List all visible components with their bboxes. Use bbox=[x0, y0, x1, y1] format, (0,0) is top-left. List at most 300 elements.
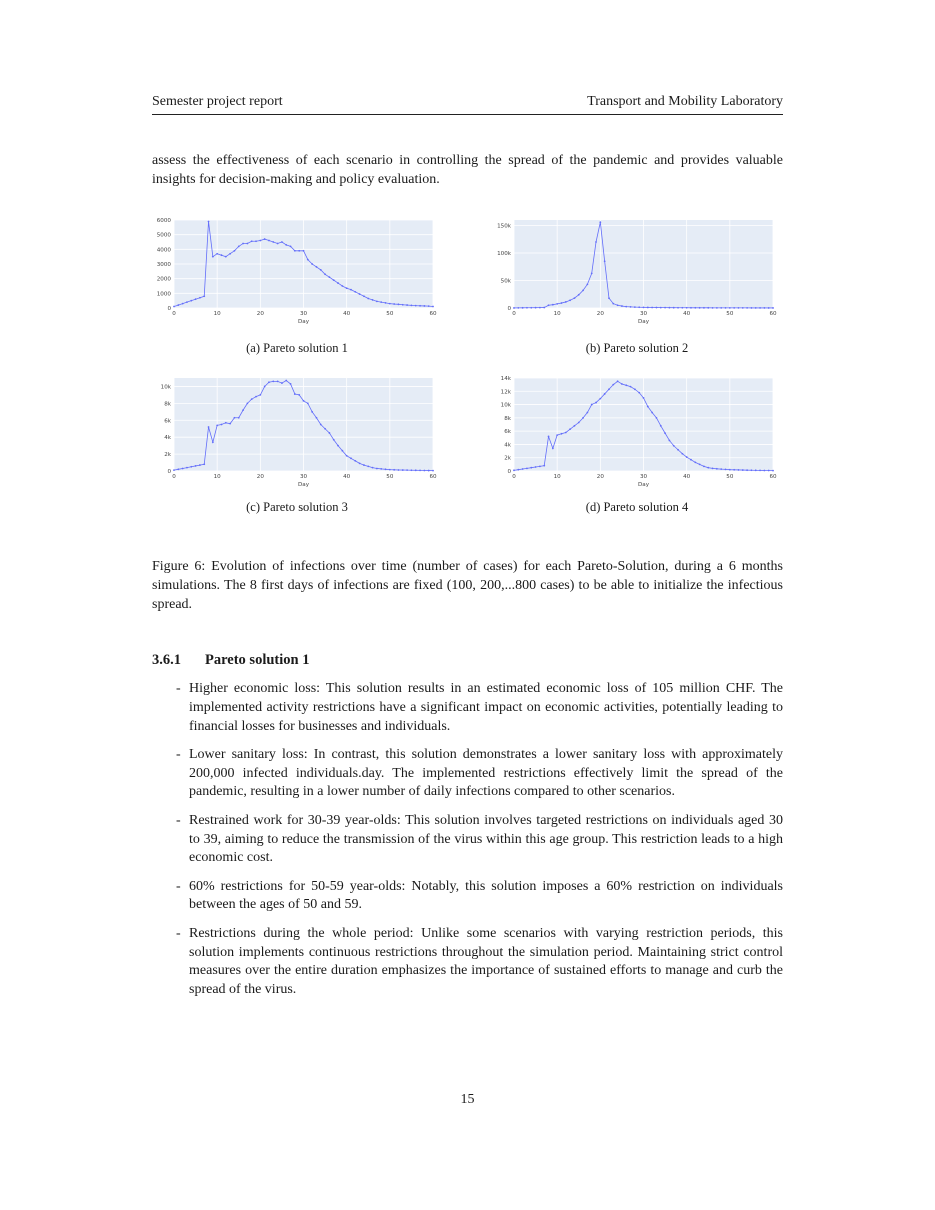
data-point bbox=[604, 260, 606, 262]
data-point bbox=[354, 291, 356, 293]
data-point bbox=[621, 383, 623, 385]
data-point bbox=[242, 409, 244, 411]
x-tick-label: 0 bbox=[512, 474, 516, 480]
data-point bbox=[298, 394, 300, 396]
data-point bbox=[402, 304, 404, 306]
data-point bbox=[530, 467, 532, 469]
data-point bbox=[316, 266, 318, 268]
data-point bbox=[354, 460, 356, 462]
x-tick-label: 0 bbox=[172, 474, 176, 480]
data-point bbox=[729, 307, 731, 309]
data-point bbox=[238, 417, 240, 419]
data-point bbox=[569, 428, 571, 430]
y-tick-label: 6000 bbox=[156, 218, 171, 224]
x-tick-label: 40 bbox=[683, 474, 691, 480]
list-item bbox=[176, 878, 783, 916]
data-point bbox=[341, 450, 343, 452]
data-point bbox=[530, 307, 532, 309]
data-point bbox=[599, 398, 601, 400]
data-point bbox=[513, 469, 515, 471]
data-point bbox=[746, 307, 748, 309]
data-point bbox=[733, 469, 735, 471]
data-point bbox=[578, 422, 580, 424]
y-tick-label: 8k bbox=[504, 415, 511, 422]
data-point bbox=[385, 468, 387, 470]
list-item bbox=[176, 812, 783, 868]
data-point bbox=[763, 470, 765, 472]
list-item bbox=[176, 746, 783, 802]
data-point bbox=[432, 470, 434, 472]
data-point bbox=[238, 246, 240, 248]
data-point bbox=[272, 241, 274, 243]
data-point bbox=[651, 307, 653, 309]
y-tick-label: 3000 bbox=[156, 262, 171, 268]
data-point bbox=[423, 305, 425, 307]
data-point bbox=[294, 393, 296, 395]
y-tick-label: 4k bbox=[164, 435, 171, 442]
data-point bbox=[582, 290, 584, 292]
x-tick-label: 10 bbox=[553, 311, 561, 317]
data-point bbox=[290, 246, 292, 248]
chart-pareto-3 bbox=[152, 372, 441, 493]
y-tick-label: 8k bbox=[164, 401, 171, 408]
intro-paragraph: assess the effectiveness of each scenario in controlling the spread of the pandemic and provides valuable insights for decision-making and policy evaluation. bbox=[152, 153, 783, 187]
data-point bbox=[548, 304, 550, 306]
data-point bbox=[664, 432, 666, 434]
data-point bbox=[677, 307, 679, 309]
data-point bbox=[255, 396, 257, 398]
x-tick-label: 30 bbox=[299, 311, 308, 317]
data-point bbox=[643, 306, 645, 308]
data-point bbox=[229, 423, 231, 425]
data-point bbox=[199, 464, 201, 466]
data-point bbox=[173, 306, 175, 308]
data-point bbox=[681, 453, 683, 455]
data-point bbox=[569, 299, 571, 301]
data-point bbox=[677, 449, 679, 451]
data-point bbox=[647, 406, 649, 408]
data-point bbox=[751, 469, 753, 471]
bullet-text: 60% restrictions for 50-59 year-olds: Notably, this solution imposes a 60% restriction on individuals between the ages of 50 and 59. bbox=[189, 878, 783, 913]
y-tick-label: 0 bbox=[507, 469, 511, 475]
data-point bbox=[367, 465, 369, 467]
data-point bbox=[712, 467, 714, 469]
data-point bbox=[411, 304, 413, 306]
data-point bbox=[772, 307, 774, 309]
data-point bbox=[195, 465, 197, 467]
data-point bbox=[673, 307, 675, 309]
bullet-dash: - bbox=[176, 746, 181, 762]
data-point bbox=[630, 386, 632, 388]
data-point bbox=[173, 469, 175, 471]
header-rule bbox=[152, 114, 783, 115]
data-point bbox=[346, 455, 348, 457]
data-point bbox=[246, 402, 248, 404]
data-point bbox=[285, 244, 287, 246]
data-point bbox=[763, 307, 765, 309]
x-tick-label: 60 bbox=[769, 474, 777, 480]
data-point bbox=[638, 392, 640, 394]
chart-svg-1 bbox=[152, 214, 441, 330]
data-point bbox=[290, 383, 292, 385]
data-point bbox=[707, 307, 709, 309]
data-point bbox=[690, 459, 692, 461]
data-point bbox=[221, 254, 223, 256]
data-point bbox=[225, 256, 227, 258]
page-number: 15 bbox=[460, 1092, 475, 1107]
data-point bbox=[182, 468, 184, 470]
data-point bbox=[329, 432, 331, 434]
data-point bbox=[651, 412, 653, 414]
data-point bbox=[712, 307, 714, 309]
data-point bbox=[591, 404, 593, 406]
chart-pareto-4 bbox=[492, 372, 781, 493]
chart-svg-2 bbox=[492, 214, 781, 330]
data-point bbox=[720, 307, 722, 309]
data-point bbox=[669, 307, 671, 309]
x-tick-label: 0 bbox=[512, 311, 516, 317]
x-tick-label: 10 bbox=[213, 311, 221, 317]
y-tick-label: 4000 bbox=[156, 247, 171, 254]
data-point bbox=[423, 470, 425, 472]
data-point bbox=[428, 470, 430, 472]
x-tick-label: 60 bbox=[429, 311, 437, 317]
x-tick-label: 40 bbox=[683, 311, 691, 317]
data-point bbox=[212, 441, 214, 443]
data-point bbox=[552, 448, 554, 450]
data-point bbox=[699, 463, 701, 465]
chart-pareto-1 bbox=[152, 214, 441, 330]
bullet-dash: - bbox=[176, 812, 181, 828]
bullet-dash: - bbox=[176, 878, 181, 894]
data-point bbox=[272, 380, 274, 382]
data-point bbox=[264, 238, 266, 240]
data-point bbox=[234, 417, 236, 419]
data-point bbox=[720, 468, 722, 470]
data-point bbox=[586, 412, 588, 414]
data-point bbox=[389, 303, 391, 305]
list-item bbox=[176, 680, 783, 736]
data-point bbox=[608, 297, 610, 299]
data-point bbox=[660, 425, 662, 427]
data-point bbox=[359, 462, 361, 464]
data-point bbox=[190, 300, 192, 302]
data-point bbox=[526, 307, 528, 309]
figure-caption: Figure 6: Evolution of infections over time (number of cases) for each Pareto-Solution, during a 6 months simulations. The 8 first days of infections are fixed (100, 200,...800 cases) to be able to initialize the infectious spread. bbox=[152, 559, 783, 612]
data-point bbox=[398, 303, 400, 305]
bullet-text: Higher economic loss: This solution results in an estimated economic loss of 105 million CHF. The implemented activity restrictions have a significant impact on economic activities, potentially leading to financial losses for businesses and individuals. bbox=[189, 681, 783, 734]
data-point bbox=[393, 469, 395, 471]
x-tick-label: 20 bbox=[596, 474, 604, 480]
data-point bbox=[656, 417, 658, 419]
data-point bbox=[556, 303, 558, 305]
data-point bbox=[673, 445, 675, 447]
data-point bbox=[199, 297, 201, 299]
x-tick-label: 50 bbox=[726, 311, 734, 317]
data-point bbox=[656, 307, 658, 309]
data-point bbox=[617, 304, 619, 306]
data-point bbox=[582, 417, 584, 419]
x-tick-label: 30 bbox=[639, 474, 648, 480]
data-point bbox=[186, 467, 188, 469]
data-point bbox=[535, 466, 537, 468]
y-tick-label: 4k bbox=[504, 442, 511, 449]
x-axis-label: Day bbox=[637, 319, 650, 325]
data-point bbox=[556, 434, 558, 436]
data-point bbox=[543, 307, 545, 309]
data-point bbox=[350, 289, 352, 291]
data-point bbox=[522, 468, 524, 470]
data-point bbox=[419, 305, 421, 307]
data-point bbox=[372, 299, 374, 301]
data-point bbox=[281, 382, 283, 384]
y-tick-label: 6k bbox=[504, 429, 511, 436]
data-point bbox=[690, 307, 692, 309]
data-point bbox=[303, 400, 305, 402]
data-point bbox=[634, 388, 636, 390]
data-point bbox=[216, 424, 218, 426]
page-header-right: Transport and Mobility Laboratory bbox=[587, 94, 783, 109]
data-point bbox=[699, 307, 701, 309]
data-point bbox=[190, 466, 192, 468]
data-point bbox=[195, 298, 197, 300]
x-tick-label: 20 bbox=[256, 474, 264, 480]
x-tick-label: 50 bbox=[386, 474, 394, 480]
x-tick-label: 10 bbox=[213, 474, 221, 480]
data-point bbox=[203, 295, 205, 297]
data-point bbox=[565, 432, 567, 434]
data-point bbox=[643, 397, 645, 399]
x-tick-label: 30 bbox=[639, 311, 648, 317]
data-point bbox=[574, 425, 576, 427]
data-point bbox=[242, 243, 244, 245]
data-point bbox=[539, 307, 541, 309]
data-point bbox=[552, 304, 554, 306]
data-point bbox=[729, 469, 731, 471]
data-point bbox=[634, 306, 636, 308]
x-tick-label: 50 bbox=[386, 311, 394, 317]
data-point bbox=[539, 465, 541, 467]
data-point bbox=[380, 468, 382, 470]
y-tick-label: 10k bbox=[160, 384, 171, 391]
data-point bbox=[738, 469, 740, 471]
data-point bbox=[376, 468, 378, 470]
data-point bbox=[212, 256, 214, 258]
data-point bbox=[359, 293, 361, 295]
data-point bbox=[742, 469, 744, 471]
data-point bbox=[725, 307, 727, 309]
y-tick-label: 100k bbox=[497, 251, 511, 257]
data-point bbox=[225, 422, 227, 424]
data-point bbox=[367, 298, 369, 300]
data-point bbox=[612, 303, 614, 305]
data-point bbox=[177, 468, 179, 470]
y-tick-label: 0 bbox=[507, 306, 511, 312]
data-point bbox=[686, 307, 688, 309]
data-point bbox=[694, 461, 696, 463]
data-point bbox=[385, 302, 387, 304]
data-point bbox=[428, 305, 430, 307]
data-point bbox=[415, 469, 417, 471]
data-point bbox=[599, 221, 601, 223]
y-tick-label: 0 bbox=[167, 306, 171, 312]
data-point bbox=[595, 241, 597, 243]
data-point bbox=[669, 440, 671, 442]
data-point bbox=[234, 250, 236, 252]
data-point bbox=[307, 259, 309, 261]
y-tick-label: 14k bbox=[500, 376, 511, 382]
page-header-left: Semester project report bbox=[152, 94, 283, 109]
data-point bbox=[337, 445, 339, 447]
y-tick-label: 5000 bbox=[156, 232, 171, 239]
data-point bbox=[346, 287, 348, 289]
chart-svg-3 bbox=[152, 372, 441, 493]
chart-svg-4 bbox=[492, 372, 781, 493]
data-point bbox=[406, 304, 408, 306]
data-point bbox=[246, 243, 248, 245]
data-point bbox=[630, 306, 632, 308]
bullet-text: Restrained work for 30-39 year-olds: This solution involves targeted restrictions on individuals aged 30 to 39, aiming to reduce the transmission of the virus within this age group. This restriction leads to a high economic cost. bbox=[189, 812, 783, 866]
x-tick-label: 0 bbox=[172, 311, 176, 317]
data-point bbox=[320, 269, 322, 271]
data-point bbox=[277, 243, 279, 245]
data-point bbox=[341, 285, 343, 287]
y-tick-label: 2000 bbox=[156, 276, 171, 283]
x-tick-label: 50 bbox=[726, 474, 734, 480]
data-point bbox=[561, 433, 563, 435]
data-point bbox=[177, 304, 179, 306]
data-point bbox=[768, 470, 770, 472]
x-tick-label: 10 bbox=[553, 474, 561, 480]
data-point bbox=[316, 417, 318, 419]
y-tick-label: 6k bbox=[164, 418, 171, 425]
data-point bbox=[311, 411, 313, 413]
data-point bbox=[703, 307, 705, 309]
x-tick-label: 60 bbox=[769, 311, 777, 317]
data-point bbox=[681, 307, 683, 309]
x-axis-label: Day bbox=[297, 319, 310, 325]
bullet-dash: - bbox=[176, 681, 181, 696]
data-point bbox=[277, 380, 279, 382]
x-axis-label: Day bbox=[637, 482, 650, 488]
data-point bbox=[535, 307, 537, 309]
data-point bbox=[419, 470, 421, 472]
data-point bbox=[664, 307, 666, 309]
data-point bbox=[398, 469, 400, 471]
data-point bbox=[707, 467, 709, 469]
data-point bbox=[733, 307, 735, 309]
data-point bbox=[513, 307, 515, 309]
data-point bbox=[333, 279, 335, 281]
data-point bbox=[363, 295, 365, 297]
y-tick-label: 12k bbox=[500, 389, 511, 396]
data-point bbox=[604, 393, 606, 395]
data-point bbox=[716, 468, 718, 470]
data-point bbox=[311, 263, 313, 265]
data-point bbox=[363, 464, 365, 466]
data-point bbox=[264, 386, 266, 388]
data-point bbox=[372, 467, 374, 469]
data-point bbox=[255, 240, 257, 242]
data-point bbox=[324, 273, 326, 275]
x-tick-label: 60 bbox=[429, 474, 437, 480]
y-tick-label: 1000 bbox=[156, 291, 171, 298]
data-point bbox=[742, 307, 744, 309]
data-point bbox=[759, 470, 761, 472]
data-point bbox=[755, 469, 757, 471]
data-point bbox=[625, 384, 627, 386]
data-point bbox=[350, 457, 352, 459]
data-point bbox=[746, 469, 748, 471]
bullet-text: Lower sanitary loss: In contrast, this solution demonstrates a lower sanitary loss with approximately 200,000 infected individuals.day. The implemented restrictions effectively limit the spread of the pandemic, resulting in a lower number of daily infections compared to other scenarios. bbox=[189, 746, 783, 800]
data-point bbox=[303, 250, 305, 252]
data-point bbox=[208, 426, 210, 428]
data-point bbox=[285, 380, 287, 382]
x-tick-label: 20 bbox=[256, 311, 264, 317]
subcaption-c: (c) Pareto solution 3 bbox=[246, 500, 348, 514]
data-point bbox=[625, 306, 627, 308]
data-point bbox=[565, 301, 567, 303]
data-point bbox=[660, 307, 662, 309]
data-point bbox=[751, 307, 753, 309]
data-point bbox=[229, 253, 231, 255]
data-point bbox=[759, 307, 761, 309]
data-point bbox=[716, 307, 718, 309]
data-point bbox=[389, 469, 391, 471]
bullet-dash: - bbox=[176, 925, 181, 941]
data-point bbox=[725, 469, 727, 471]
data-point bbox=[333, 439, 335, 441]
data-point bbox=[517, 469, 519, 471]
data-point bbox=[612, 384, 614, 386]
data-point bbox=[772, 470, 774, 472]
x-tick-label: 30 bbox=[299, 474, 308, 480]
data-point bbox=[186, 301, 188, 303]
data-point bbox=[638, 306, 640, 308]
bullet-text: Restrictions during the whole period: Unlike some scenarios with varying restriction periods, this solution implements continuous restrictions throughout the simulation period. Maintaining strict control measures over the entire duration emphasizes the importance of sustained efforts to manage and curb the spread of the virus. bbox=[189, 925, 783, 998]
data-point bbox=[543, 465, 545, 467]
x-tick-label: 40 bbox=[343, 311, 351, 317]
data-point bbox=[647, 307, 649, 309]
data-point bbox=[259, 240, 261, 242]
data-point bbox=[578, 294, 580, 296]
data-point bbox=[703, 465, 705, 467]
data-point bbox=[522, 307, 524, 309]
data-point bbox=[208, 221, 210, 223]
data-point bbox=[768, 307, 770, 309]
data-point bbox=[393, 303, 395, 305]
data-point bbox=[694, 307, 696, 309]
y-tick-label: 2k bbox=[164, 452, 171, 459]
subcaption-b: (b) Pareto solution 2 bbox=[585, 341, 689, 355]
data-point bbox=[402, 469, 404, 471]
data-point bbox=[329, 276, 331, 278]
data-point bbox=[686, 456, 688, 458]
y-tick-label: 10k bbox=[500, 402, 511, 409]
bullet-list bbox=[176, 680, 783, 1009]
data-point bbox=[182, 303, 184, 305]
data-point bbox=[755, 307, 757, 309]
data-point bbox=[376, 301, 378, 303]
data-point bbox=[203, 463, 205, 465]
x-tick-label: 40 bbox=[343, 474, 351, 480]
section-heading bbox=[152, 652, 309, 669]
data-point bbox=[380, 301, 382, 303]
data-point bbox=[251, 240, 253, 242]
subcaption-d: (d) Pareto solution 4 bbox=[585, 500, 689, 514]
data-point bbox=[298, 250, 300, 252]
list-item bbox=[176, 925, 783, 1000]
